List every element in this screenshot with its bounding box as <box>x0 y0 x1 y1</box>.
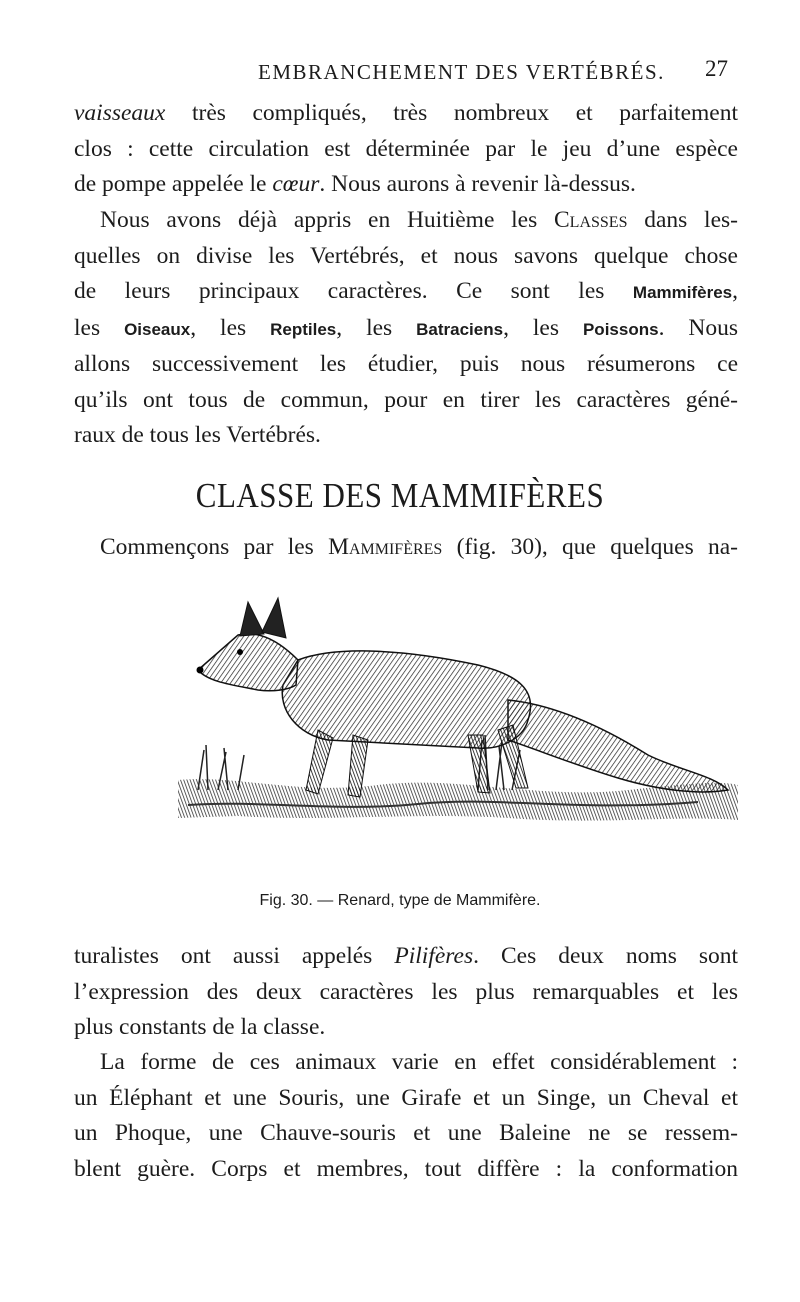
text-smallcaps: Classes <box>554 207 628 233</box>
class-name-reptiles: Reptiles <box>270 319 337 339</box>
fox-illustration <box>178 590 738 880</box>
paragraph-intro: Commençons par les Mammifères (fig. 30), que quelques na- <box>100 534 738 560</box>
fox-icon <box>178 590 738 880</box>
text-italic: cœur <box>272 171 320 197</box>
paragraph-circulation: vaisseaux très compliqués, très nombreux et parfaitement clos : cette circulation est déterminée par le jeu d’une espèce de pompe appelée le cœur. Nous aurons à revenir là-dessus. <box>74 100 738 197</box>
running-head: EMBRANCHEMENT DES VERTÉBRÉS. <box>258 60 665 84</box>
paragraph-forme: La forme de ces animaux varie en effet considérablement : un Éléphant et une Souris, une Girafe et un Singe, un Cheval et un Phoque, une Chauve-souris et une Baleine ne se ressem- blent guère. Corps et membres, tout diffère : la conformation <box>74 1049 738 1182</box>
class-name-mammiferes: Mammifères <box>632 283 733 302</box>
text-italic: Pilifères <box>394 943 474 969</box>
figure-caption: Fig. 30. — Renard, type de Mammifère. <box>259 892 541 909</box>
class-name-poissons: Poissons <box>582 319 659 339</box>
section-heading: CLASSE DES MAMMIFÈRES <box>195 475 605 516</box>
text-italic: vaisseaux <box>74 100 166 126</box>
text-smallcaps: Mammifères <box>328 534 443 560</box>
class-name-batraciens: Batraciens <box>416 319 504 339</box>
page-number: 27 <box>705 56 728 81</box>
class-name-oiseaux: Oiseaux <box>124 319 191 339</box>
paragraph-classes: Nous avons déjà appris en Huitième les Classes dans les- quelles on divise les Vertébrés, et nous savons quelque chose de leurs principaux caractères. Ce sont les Mammifères, les Oiseaux, les Reptiles, les Batraciens, les Poissons. Nous allons successivement les étudier, puis nous résumerons ce qu’ils ont tous de commun, pour en tirer les caractères géné- raux de tous les Vertébrés. <box>74 207 739 448</box>
paragraph-pileferes: turalistes ont aussi appelés Pilifères. Ces deux noms sont l’expression des deux caractères les plus remarquables et les plus constants de la classe. <box>74 943 739 1040</box>
